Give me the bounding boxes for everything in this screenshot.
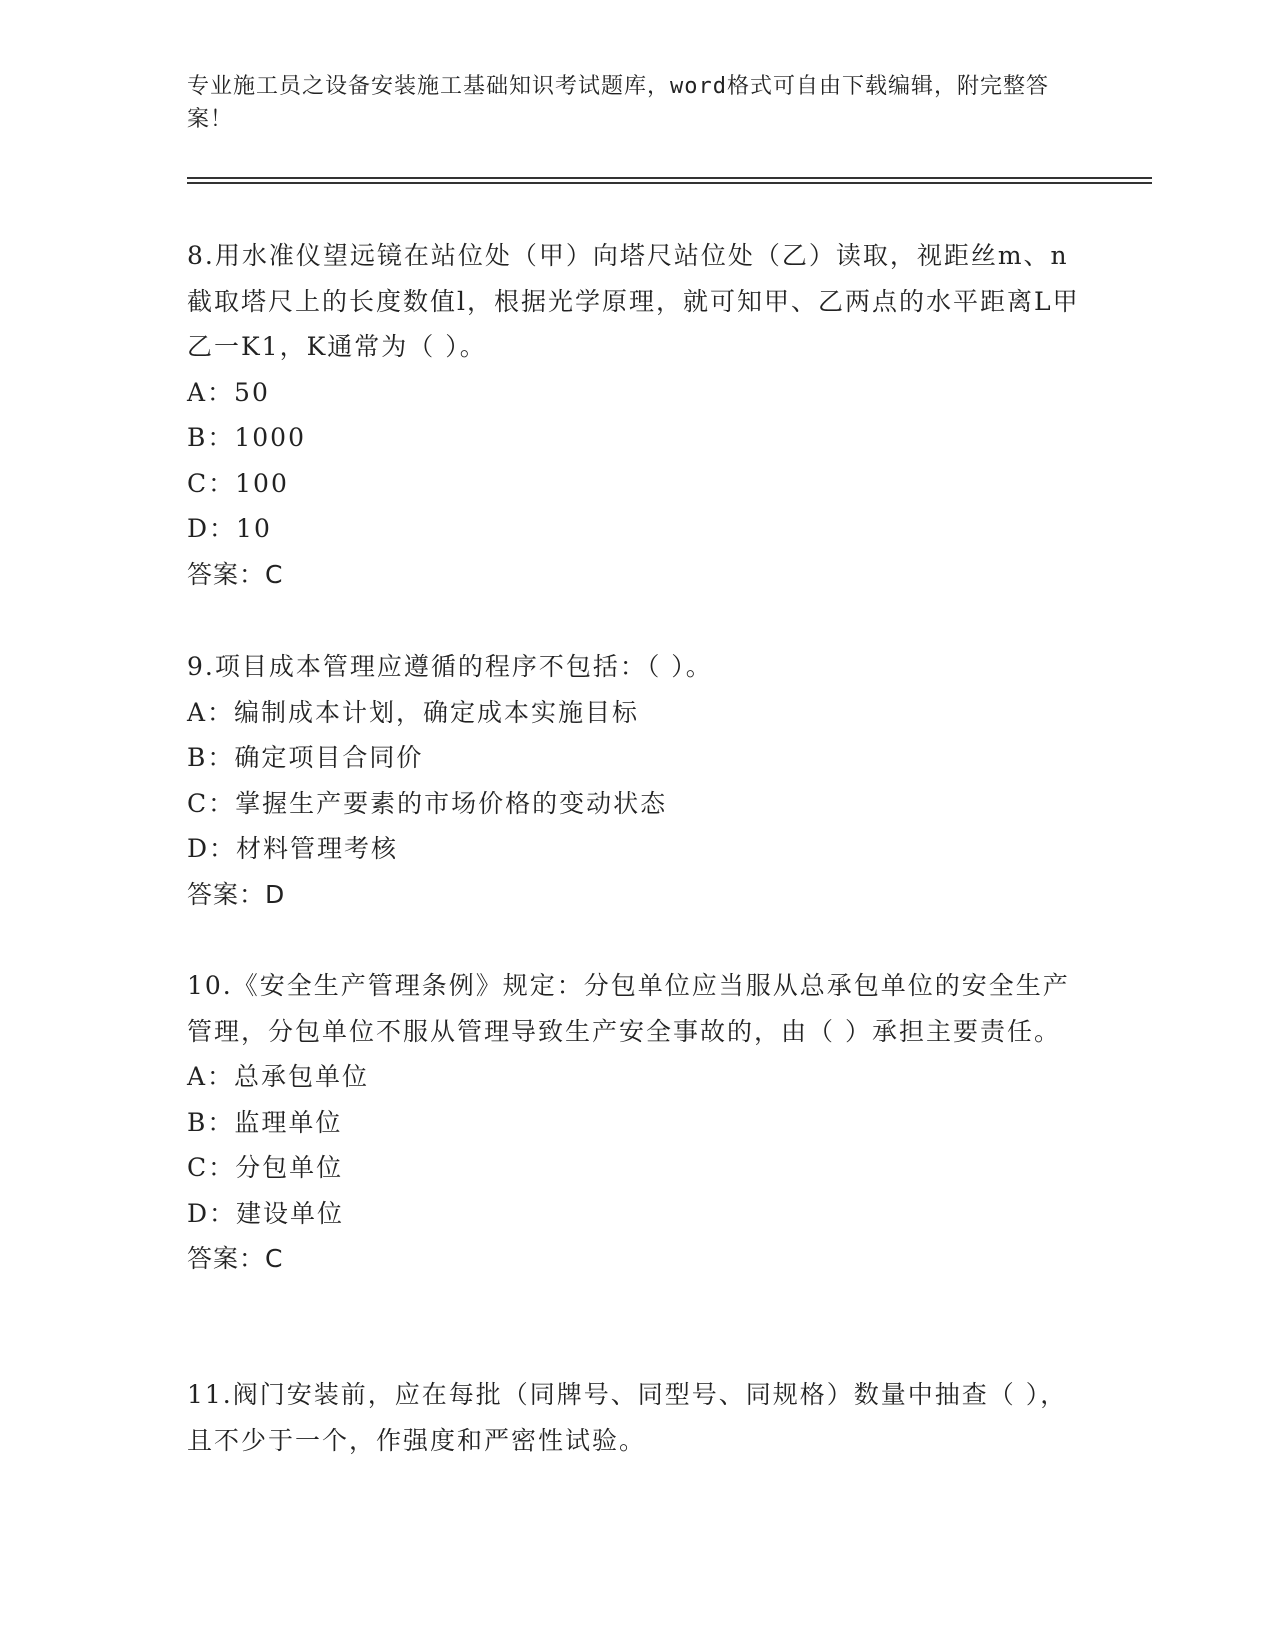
option-d: D：材料管理考核 [187, 834, 399, 863]
answer: 答案：D [187, 879, 286, 909]
option-d: D：建设单位 [187, 1198, 345, 1228]
option-b: B：监理单位 [187, 1107, 343, 1137]
question-text: 11.阀门安装前，应在每批（同牌号、同型号、同规格）数量中抽查（ ），且不少于一个，作强度和严密性试验。 [187, 1380, 1068, 1455]
option-a: A：编制成本计划，确定成本实施目标 [187, 697, 640, 727]
question-text: 8.用水准仪望远镜在站位处（甲）向塔尺站位处（乙）读取，视距丝m、n截取塔尺上的长度数值l，根据光学原理，就可知甲、乙两点的水平距离L甲乙一K1，K通常为（ ）。 [187, 241, 1080, 361]
question-11 [187, 1372, 1087, 1463]
question-9 [187, 644, 1087, 917]
option-d: D：10 [187, 514, 272, 543]
option-c: C：掌握生产要素的市场价格的变动状态 [187, 788, 668, 818]
question-8 [187, 233, 1087, 597]
question-10 [187, 963, 1087, 1282]
option-c: C：100 [187, 468, 289, 498]
option-b: B：确定项目合同价 [187, 743, 424, 772]
document-header [187, 70, 1067, 136]
header-title: 专业施工员之设备安装施工基础知识考试题库，word格式可自由下载编辑，附完整答案！ [187, 74, 1049, 132]
option-a: A：总承包单位 [187, 1062, 370, 1091]
header-divider-bottom [187, 182, 1152, 184]
header-divider-top [187, 177, 1152, 179]
option-c: C：分包单位 [187, 1153, 344, 1182]
option-b: B：1000 [187, 423, 306, 452]
question-text: 9.项目成本管理应遵循的程序不包括：（ ）。 [187, 652, 713, 681]
option-a: A：50 [187, 377, 270, 407]
answer: 答案：C [187, 559, 284, 589]
answer: 答案：C [187, 1244, 284, 1273]
question-text: 10.《安全生产管理条例》规定：分包单位应当服从总承包单位的安全生产管理，分包单位不服从管理导致生产安全事故的，由（ ）承担主要责任。 [187, 971, 1070, 1046]
